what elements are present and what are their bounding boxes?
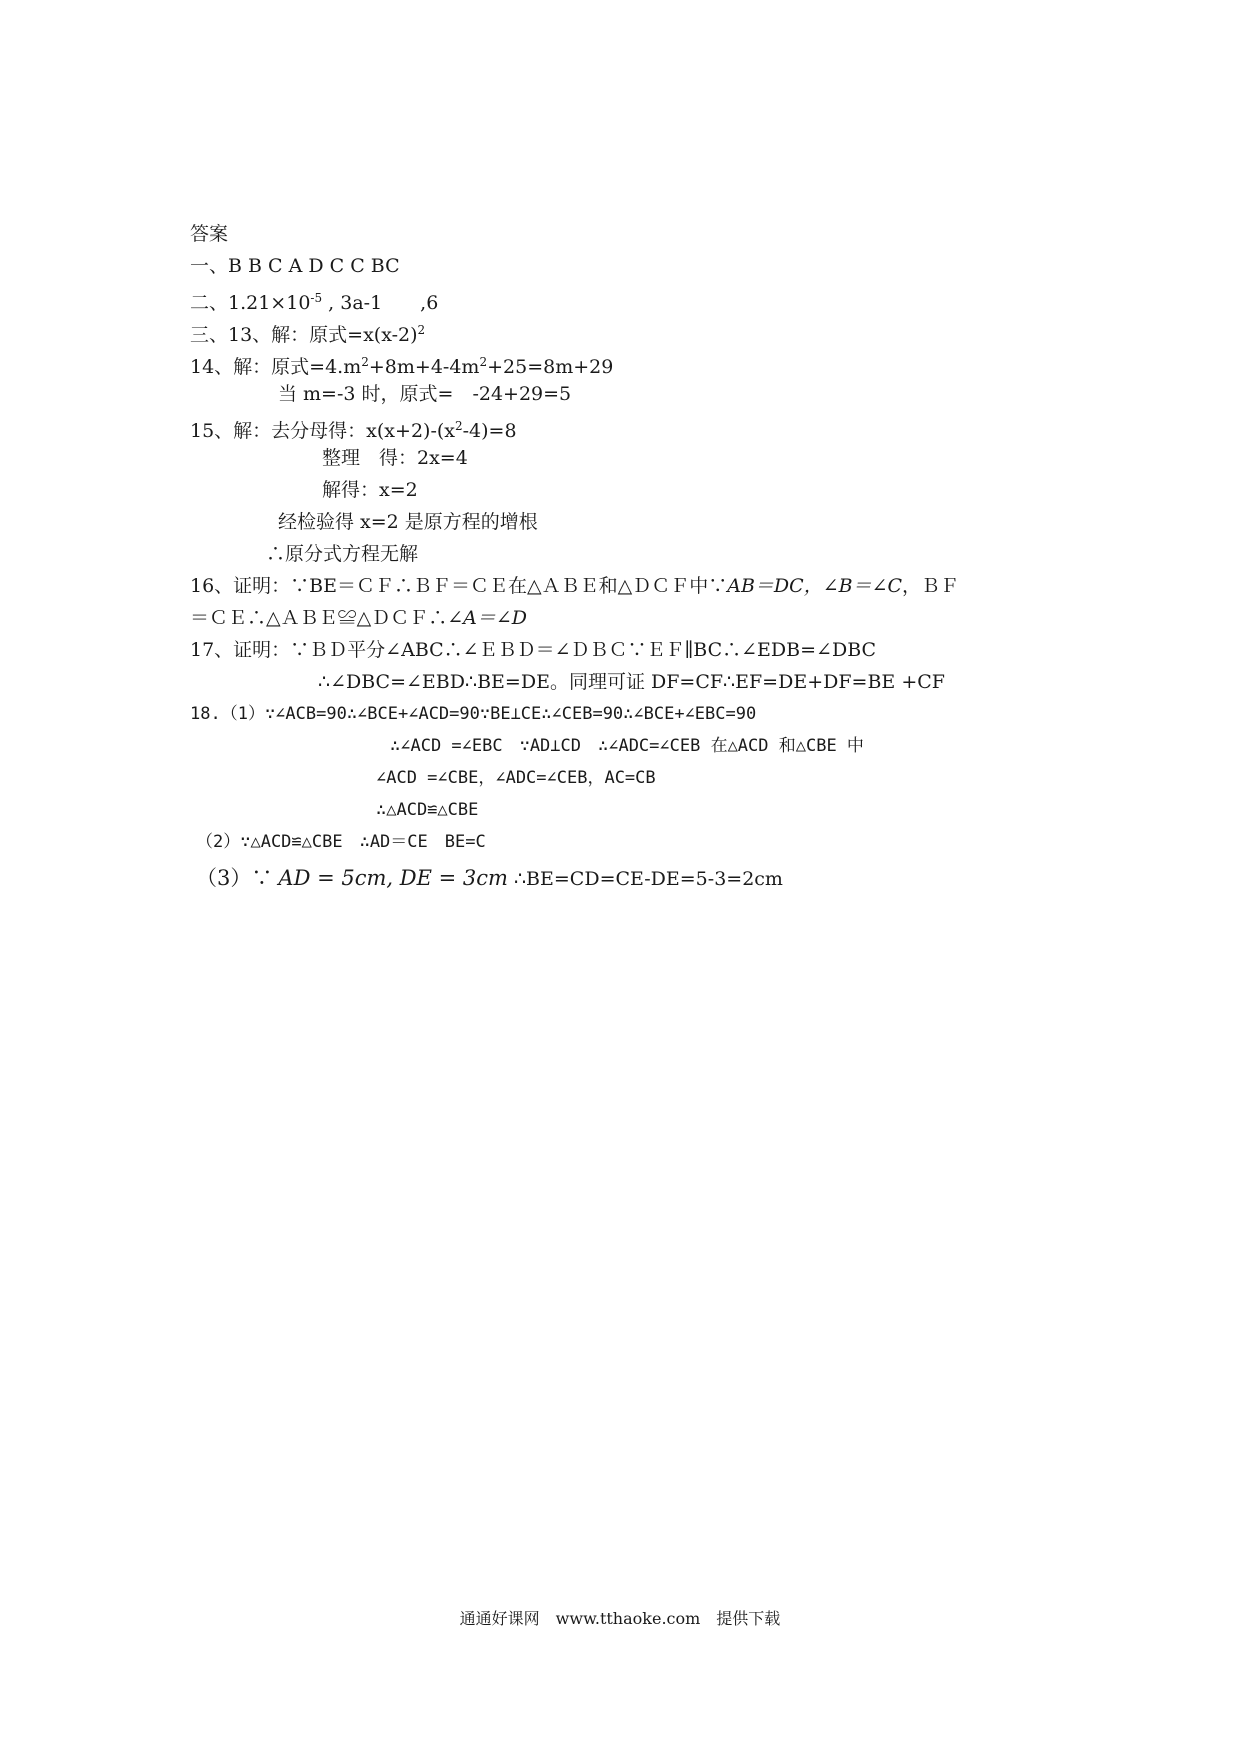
answer-line-18-part2: （2）∵△ACD≌△CBE ∴AD＝CE BE=C (196, 832, 486, 852)
answer-line-18-part3: （3）∵ AD = 5cm, DE = 3cm ∴BE=CD=CE-DE=5-3=2cm (196, 866, 783, 890)
page-title: 答案 (190, 223, 229, 245)
answer-line-14: 14、解：原式$=4.m^2+8m+4-4m^2+25=8m+29$ (190, 355, 614, 378)
answer-line-15-step1: 整理 得：2x=4 (322, 447, 468, 469)
answer-line-2: 二、$1.21\times 10^{-5}$ , 3a-1 ,6 (190, 291, 439, 314)
answer-line-17-cont: ∴∠DBC=∠EBD∴BE=DE。同理可证 DF=CF∴EF=DE+DF=BE +CF (318, 671, 945, 693)
answer-line-15-step2: 解得：x=2 (322, 479, 418, 501)
answer-line-15-conclusion: ∴原分式方程无解 (266, 543, 419, 565)
page-footer: 通通好课网 www.tthaoke.com 提供下载 (459, 1609, 781, 1628)
answer-line-16-cont: ＝ＣＥ∴△ＡＢＥ≌△ＤＣＦ∴∠A＝∠D (190, 607, 528, 629)
answer-line-15: 15、解：去分母得：$x(x+2)-(x^2-4)=8$ (190, 419, 517, 442)
answer-line-18-2: ∴∠ACD =∠EBC ∵AD⊥CD ∴∠ADC=∠CEB 在△ACD 和△CBE 中 (390, 736, 864, 756)
answer-line-15-check: 经检验得 x=2 是原方程的增根 (278, 511, 538, 533)
answer-line-14-sub: 当 m=-3 时，原式= -24+29=5 (278, 383, 572, 405)
answer-line-18-3: ∠ACD =∠CBE，∠ADC=∠CEB，AC=CB (376, 768, 656, 788)
answer-line-18-1: 18.（1）∵∠ACB=90∴∠BCE+∠ACD=90∵BE⊥CE∴∠CEB=90∴∠BCE+∠EBC=90 (190, 704, 757, 724)
answer-line-3: 三、13、解：原式$=x(x-2)^2$ (190, 323, 426, 346)
answer-line-16: 16、证明：∵BE＝ＣＦ∴ＢＦ＝ＣＥ在△ＡＢＥ和△ＤＣＦ中∵AB＝DC，∠B＝∠C，ＢＦ (190, 575, 960, 597)
answer-line-17: 17、证明：∵ＢＤ平分∠ABC∴∠ＥＢＤ＝∠ＤＢＣ∵ＥＦ∥BC∴∠EDB=∠DBC (190, 639, 877, 661)
answer-line-1: 一、B B C A D C C BC (190, 255, 400, 277)
answer-line-18-4: ∴△ACD≌△CBE (376, 800, 479, 820)
